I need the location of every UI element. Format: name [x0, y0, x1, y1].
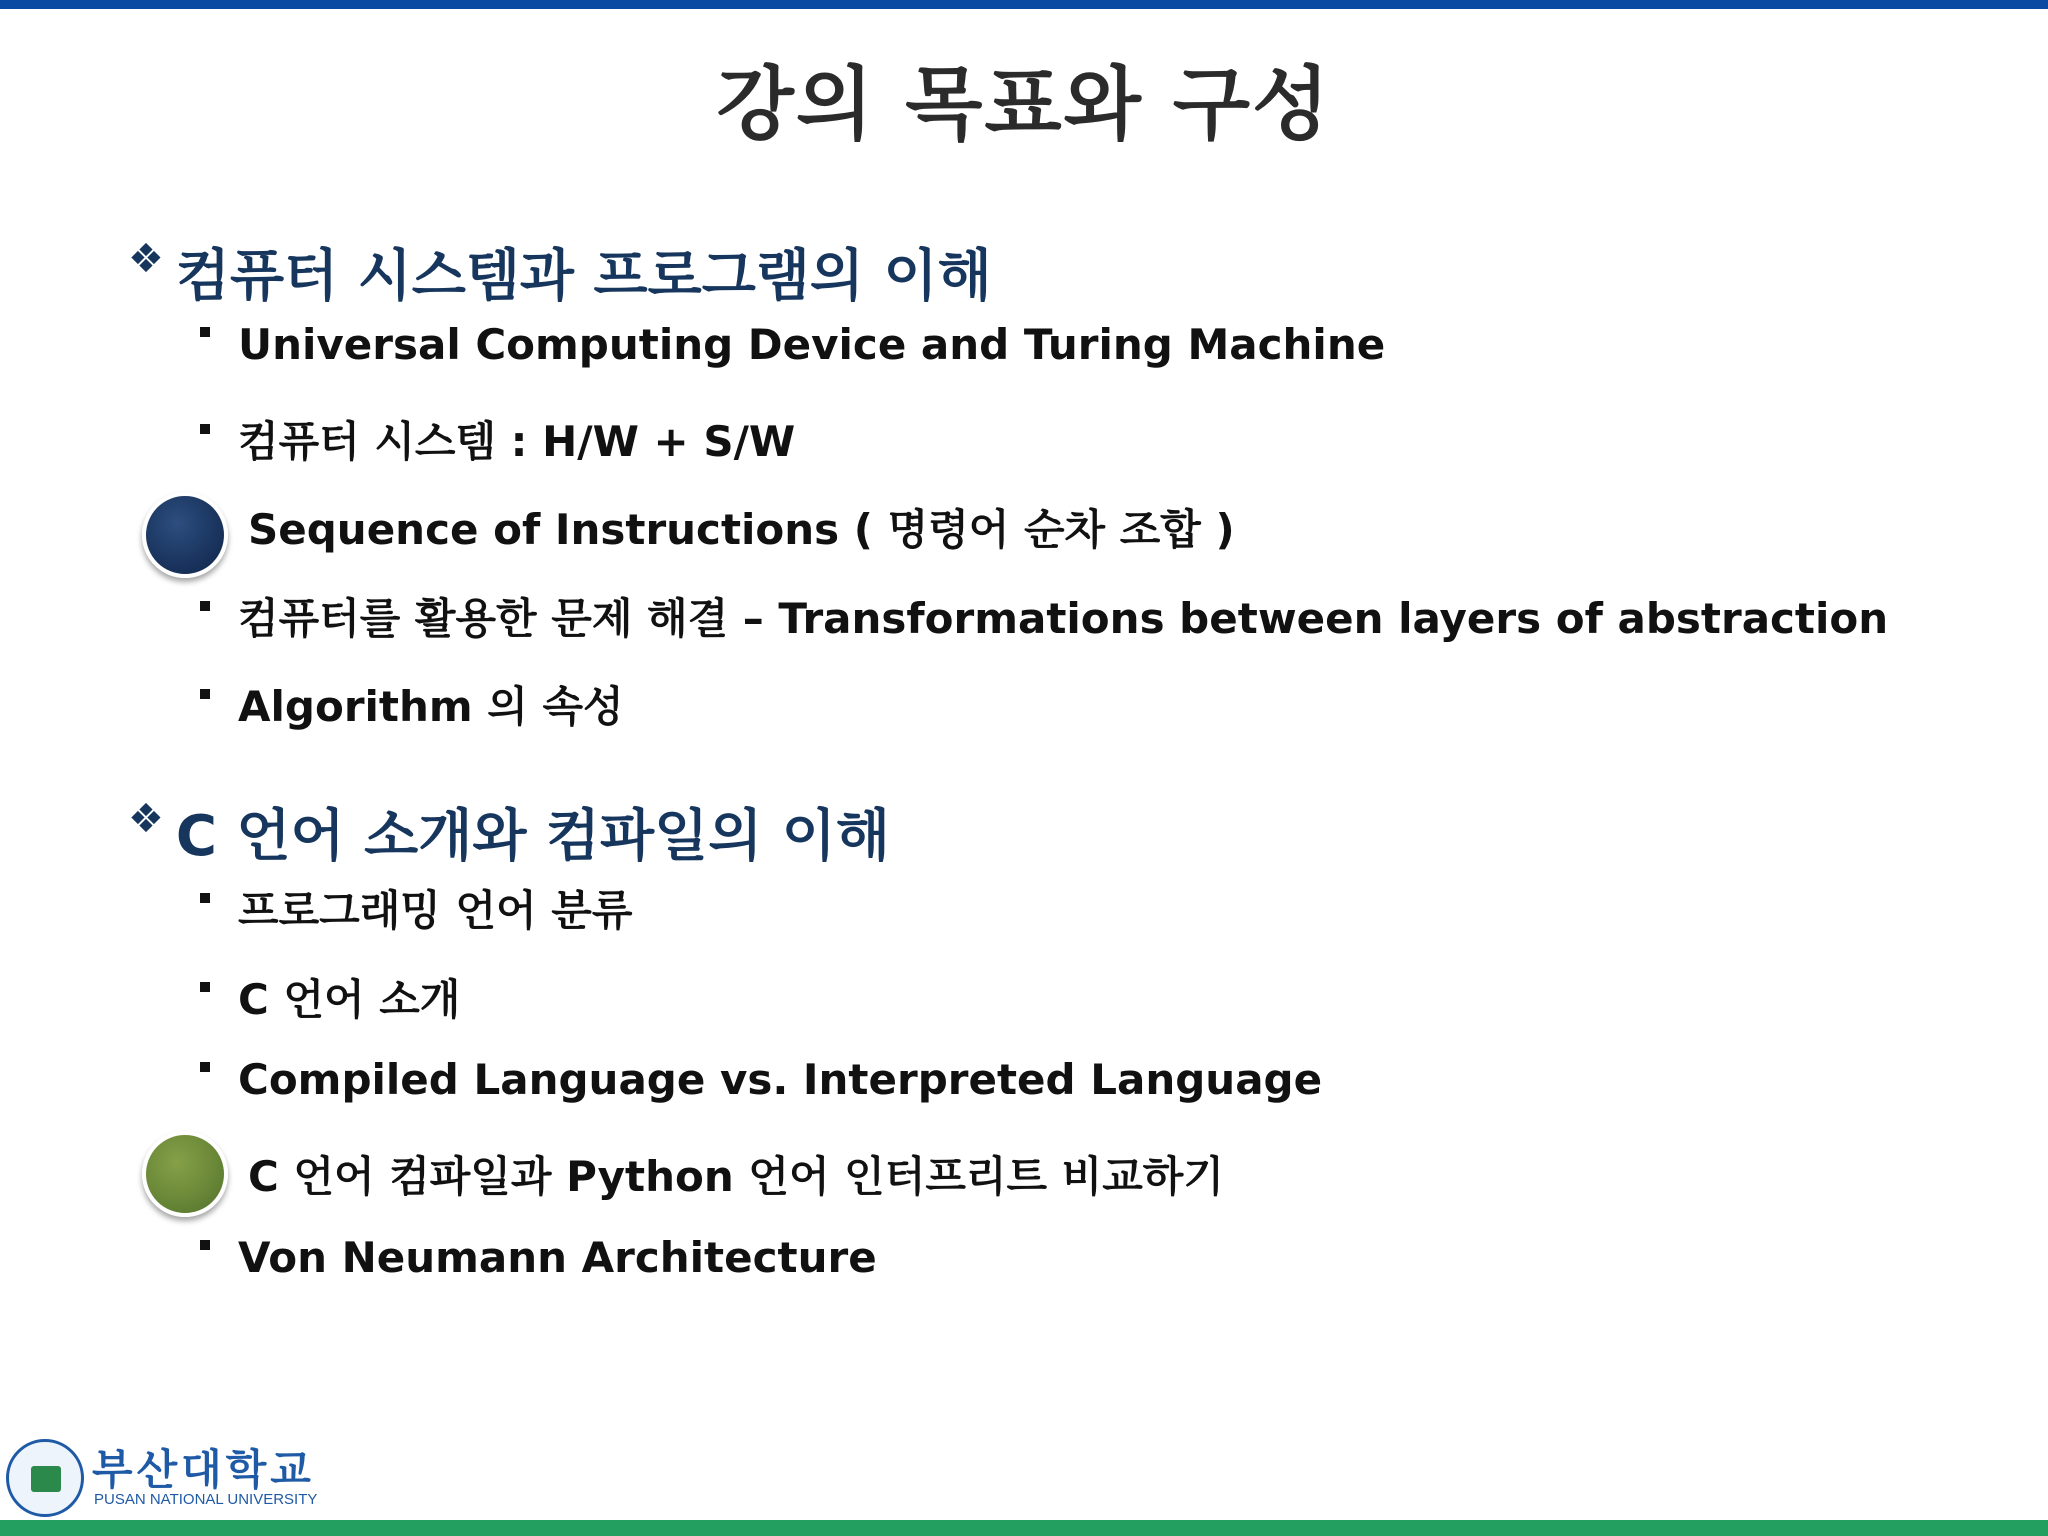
section-heading-1	[128, 232, 992, 312]
list-item	[200, 674, 624, 734]
list-item	[200, 409, 795, 469]
seal-emblem	[31, 1466, 61, 1492]
green-circle-marker	[142, 1131, 228, 1217]
list-item-text: Algorithm 의 속성	[238, 682, 624, 731]
list-item-text: Universal Computing Device and Turing Machine	[238, 320, 1386, 369]
list-item	[248, 1144, 1224, 1204]
list-item	[200, 586, 1888, 646]
top-accent-bar	[0, 0, 2048, 9]
square-bullet-icon	[200, 601, 210, 611]
square-bullet-icon	[200, 424, 210, 434]
university-seal-icon	[6, 1439, 84, 1517]
section-heading-text: C 언어 소개와 컴파일의 이해	[175, 804, 890, 869]
list-item-text: Von Neumann Architecture	[238, 1233, 877, 1282]
list-item-text: Compiled Language vs. Interpreted Language	[238, 1055, 1323, 1104]
list-item	[248, 497, 1235, 557]
diamond-bullet-icon: ❖	[128, 236, 164, 282]
slide-title: 강의 목표와 구성	[716, 58, 1332, 151]
list-item-text: 컴퓨터를 활용한 문제 해결 – Transformations between layers of abstraction	[238, 594, 1889, 643]
list-item-text: 프로그래밍 언어 분류	[238, 886, 633, 935]
diamond-bullet-icon: ❖	[128, 796, 164, 842]
blue-circle-marker	[142, 492, 228, 578]
university-logo	[6, 1437, 318, 1517]
list-item-text: 컴퓨터 시스템 : H/W + S/W	[238, 417, 796, 466]
list-item	[200, 967, 460, 1027]
list-item	[200, 878, 632, 938]
list-item-text: C 언어 컴파일과 Python 언어 인터프리트 비교하기	[248, 1152, 1224, 1201]
square-bullet-icon	[200, 893, 210, 903]
list-item-text: C 언어 소개	[238, 975, 461, 1024]
square-bullet-icon	[200, 982, 210, 992]
list-item	[200, 1055, 1322, 1104]
square-bullet-icon	[200, 689, 210, 699]
logo-korean-name: 부산대학교	[92, 1445, 315, 1494]
square-bullet-icon	[200, 1062, 210, 1072]
list-item	[200, 1233, 877, 1282]
logo-english-name: PUSAN NATIONAL UNIVERSITY	[94, 1491, 318, 1508]
list-item-text: Sequence of Instructions ( 명령어 순차 조합 )	[248, 505, 1235, 554]
square-bullet-icon	[200, 1240, 210, 1250]
bottom-accent-bar	[0, 1520, 2048, 1536]
list-item	[200, 320, 1385, 369]
section-heading-text: 컴퓨터 시스템과 프로그램의 이해	[175, 244, 992, 309]
square-bullet-icon	[200, 327, 210, 337]
section-heading-2	[128, 792, 890, 872]
